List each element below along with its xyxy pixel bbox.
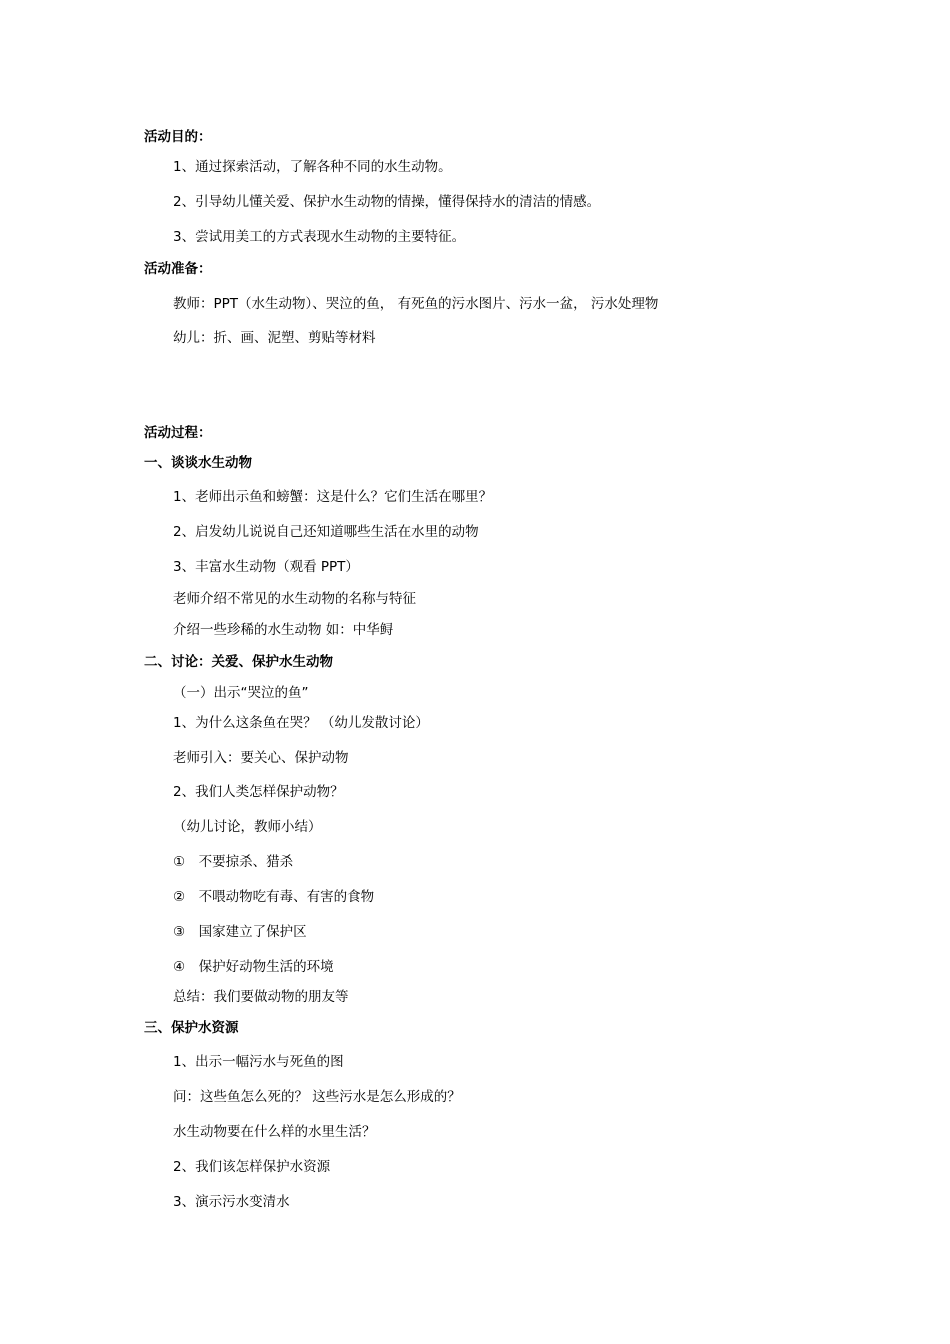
section-line: 3、演示污水变清水	[173, 1194, 290, 1210]
purpose-item: 3、尝试用美工的方式表现水生动物的主要特征。	[173, 229, 466, 245]
purpose-item: 1、通过探索活动，了解各种不同的水生动物。	[173, 159, 452, 175]
section-title: 二、讨论：关爱、保护水生动物	[144, 654, 333, 670]
section-line: 介绍一些珍稀的水生动物 如：中华鲟	[173, 622, 394, 638]
section-title: 一、谈谈水生动物	[144, 455, 252, 471]
section-line: 2、我们人类怎样保护动物？	[173, 784, 344, 800]
section-line: 1、出示一幅污水与死鱼的图	[173, 1054, 344, 1070]
list-item: ① 不要掠杀、猎杀	[173, 854, 294, 870]
preparation-child: 幼儿：折、画、泥塑、剪贴等材料	[173, 330, 376, 346]
section-line: 老师介绍不常见的水生动物的名称与特征	[173, 591, 416, 607]
section-line: （一）出示“哭泣的鱼”	[173, 685, 309, 701]
preparation-teacher: 教师：PPT（水生动物）、哭泣的鱼， 有死鱼的污水图片、污水一盆， 污水处理物	[173, 296, 659, 312]
section-line: 3、丰富水生动物（观看 PPT）	[173, 559, 359, 575]
section-line: 问：这些鱼怎么死的？ 这些污水是怎么形成的？	[173, 1089, 461, 1105]
purpose-item: 2、引导幼儿懂关爱、保护水生动物的情操，懂得保持水的清洁的情感。	[173, 194, 601, 210]
section-line: 2、我们该怎样保护水资源	[173, 1159, 331, 1175]
section-line: 老师引入：要关心、保护动物	[173, 750, 349, 766]
list-item: ② 不喂动物吃有毒、有害的食物	[173, 889, 375, 905]
process-heading: 活动过程：	[144, 425, 212, 441]
list-item: ④ 保护好动物生活的环境	[173, 959, 334, 975]
section-title: 三、保护水资源	[144, 1020, 239, 1036]
purpose-heading: 活动目的：	[144, 129, 212, 145]
section-line: 2、启发幼儿说说自己还知道哪些生活在水里的动物	[173, 524, 479, 540]
preparation-heading: 活动准备：	[144, 261, 212, 277]
section-line: 总结：我们要做动物的朋友等	[173, 989, 349, 1005]
section-line: 1、老师出示鱼和螃蟹：这是什么？它们生活在哪里？	[173, 489, 493, 505]
section-line: 1、为什么这条鱼在哭？ （幼儿发散讨论）	[173, 715, 429, 731]
list-item: ③ 国家建立了保护区	[173, 924, 307, 940]
section-line: 水生动物要在什么样的水里生活？	[173, 1124, 376, 1140]
section-line: （幼儿讨论，教师小结）	[173, 819, 322, 835]
